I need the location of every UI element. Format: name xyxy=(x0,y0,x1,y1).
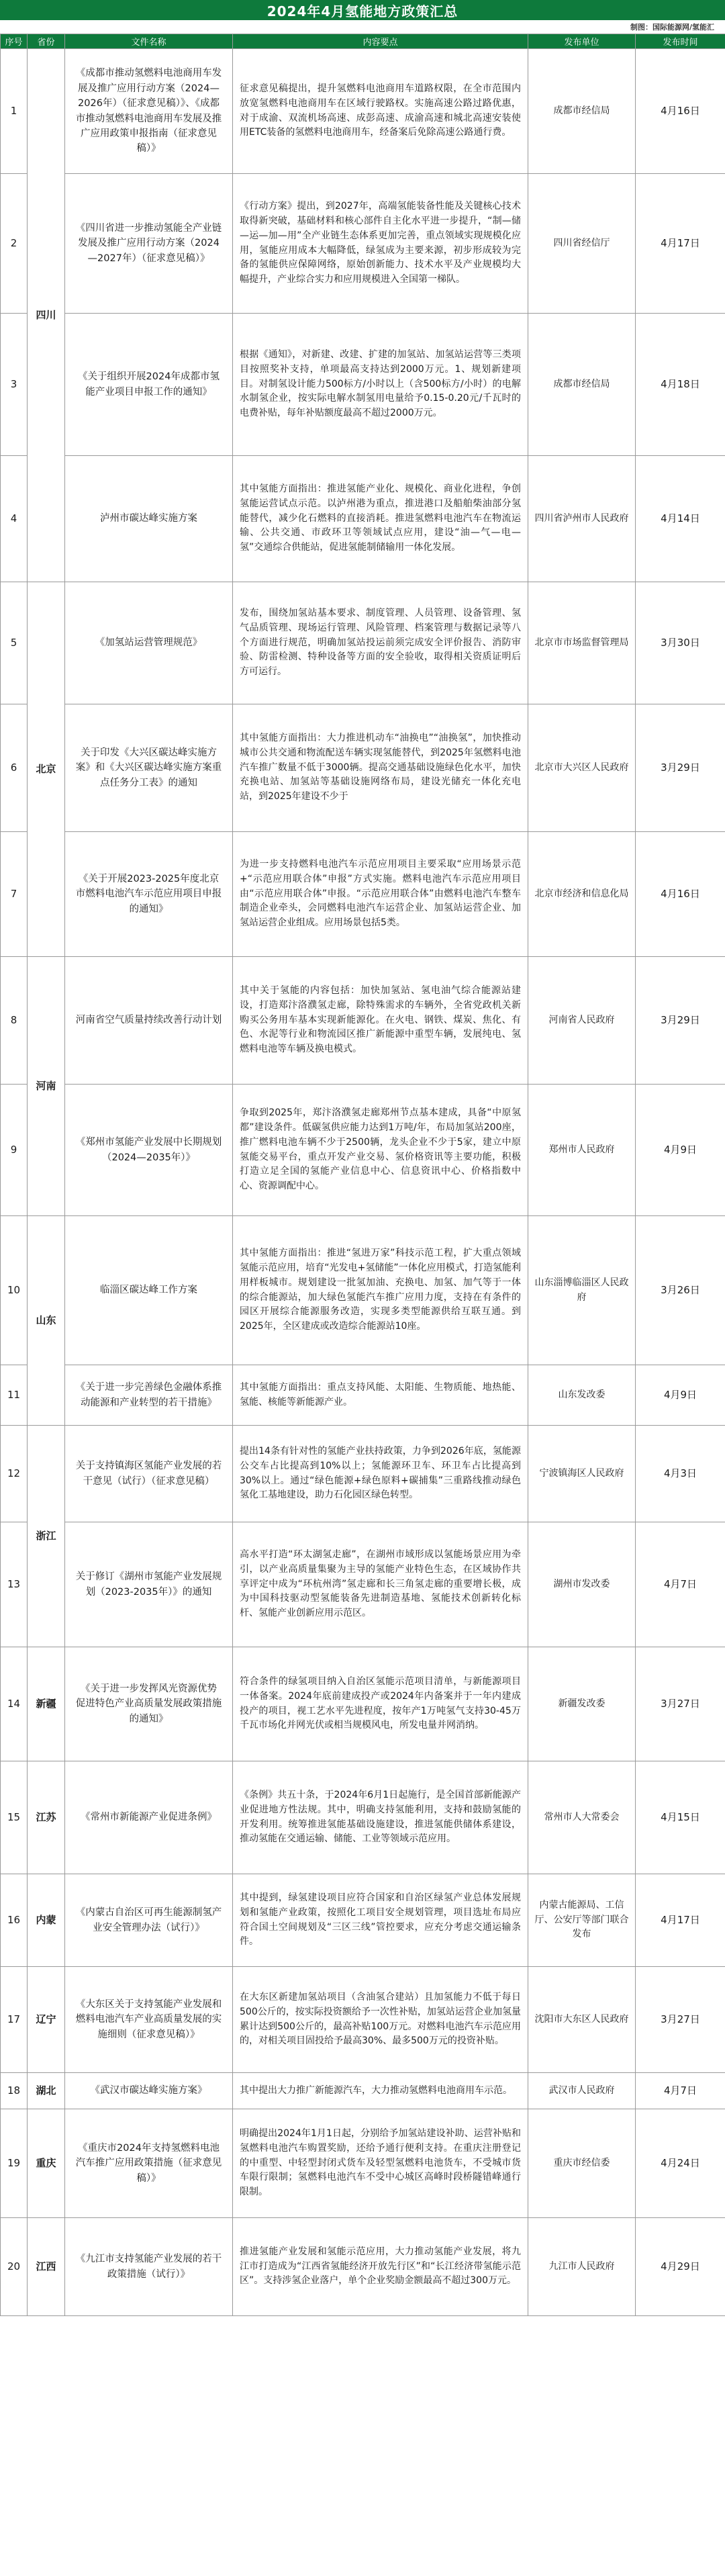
issuer: 常州市人大常委会 xyxy=(528,1761,636,1874)
row-index: 16 xyxy=(1,1874,28,1967)
row-index: 3 xyxy=(1,314,28,456)
table-row xyxy=(1,582,725,704)
content-summary: 《条例》共五十条，于2024年6月1日起施行，是全国首部新能源产业促进地方性法规。其中，明确支持氢能利用，支持和鼓励氢能的开发利用。统筹推进氢能基础设施建设，推进氢能供储体系建设，推动氢能在交通运输、储能、工业等领域示范应用。 xyxy=(233,1761,528,1874)
publish-date: 4月3日 xyxy=(636,1426,725,1522)
policy-table xyxy=(0,34,725,2316)
document-title: 《关于进一步完善绿色金融体系推动能源和产业转型的若干措施》 xyxy=(65,1365,233,1426)
document-title: 《关于组织开展2024年成都市氢能产业项目申报工作的通知》 xyxy=(65,314,233,456)
province-cell: 江西 xyxy=(28,2218,65,2316)
content-summary: 争取到2025年，郑汴洛濮氢走廊郑州节点基本建成，具备“中原氢都”建设条件。低碳氢供应能力达到1万吨/年，布局加氢站200座，推广燃料电池车辆不少于2500辆，龙头企业不少于5家，建立中原氢能交易平台，重点开发产业交易、氢价格资讯等主要功能，积极打造立足全国的氢能产业信息中心、信息资讯中心、价格指数中心、资源调配中心。 xyxy=(233,1085,528,1216)
document-title: 临淄区碳达峰工作方案 xyxy=(65,1216,233,1365)
document-title: 《重庆市2024年支持氢燃料电池汽车推广应用政策措施（征求意见稿）》 xyxy=(65,2109,233,2218)
publish-date: 3月27日 xyxy=(636,1967,725,2073)
row-index: 20 xyxy=(1,2218,28,2316)
table-row xyxy=(1,1365,725,1426)
content-summary: 其中氢能方面指出：推进“氢进万家”科技示范工程，扩大重点领域氢能示范应用，培育“光发电+氢储能”一体化应用模式，打造氢能利用样板城市。规划建设一批氢加油、充换电、加氢、加气等于一体的综合能源站，加大绿色氢能汽车推广应用力度，支持在有条件的园区开展综合能源服务改造，实现多类型能源供给互联互通。到2025年，全区建成或改造综合能源站10座。 xyxy=(233,1216,528,1365)
content-summary: 其中提到，绿氢建设项目应符合国家和自治区绿氢产业总体发展规划和氢能产业政策，按照化工项目安全规划管理，项目选址布局应符合国土空间规划及“三区三线”管控要求，应充分考虑交通运输条件。 xyxy=(233,1874,528,1967)
col-header-document: 文件名称 xyxy=(65,34,233,49)
content-summary: 符合条件的绿氢项目纳入自治区氢能示范项目清单，与新能源项目一体备案。2024年底前建成投产或2024年内备案并于一年内建成投产的项目，视工艺水平先进程度，按年产1万吨氢气支持30-45万千瓦市场化并网光伏或相当规模风电，所发电量并网消纳。 xyxy=(233,1647,528,1761)
document-title: 《郑州市氢能产业发展中长期规划（2024—2035年）》 xyxy=(65,1085,233,1216)
issuer: 内蒙古能源局、工信厅、公安厅等部门联合发布 xyxy=(528,1874,636,1967)
document-title: 关于印发《大兴区碳达峰实施方案》和《大兴区碳达峰实施方案重点任务分工表》的通知 xyxy=(65,704,233,832)
province-cell: 河南 xyxy=(28,957,65,1216)
issuer: 北京市经济和信息化局 xyxy=(528,832,636,957)
issuer: 山东发改委 xyxy=(528,1365,636,1426)
table-row xyxy=(1,314,725,456)
row-index: 2 xyxy=(1,174,28,314)
publish-date: 4月7日 xyxy=(636,2073,725,2109)
content-summary: 为进一步支持燃料电池汽车示范应用项目主要采取“应用场景示范+“示范应用联合体”申报”方式实施。燃料电池汽车示范应用项目由“示范应用联合体”申报。“示范应用联合体”由燃料电池汽车整车制造企业牵头，会同燃料电池汽车运营企业、加氢站运营企业、加氢站运营企业组成。应用场景包括5类。 xyxy=(233,832,528,957)
province-cell: 北京 xyxy=(28,582,65,957)
province-cell: 内蒙 xyxy=(28,1874,65,1967)
row-index: 17 xyxy=(1,1967,28,2073)
province-cell: 山东 xyxy=(28,1216,65,1426)
content-summary: 在大东区新建加氢站项目（含油氢合建站）且加氢能力不低于每日500公斤的，按实际投资额给予一次性补贴，加氢站运营企业加氢量累计达到500公斤的，最高补贴100万元。对燃料电池汽车示范应用的，对相关项目固投给予最高30%、最多500万元的投资补贴。 xyxy=(233,1967,528,2073)
document-title: 《常州市新能源产业促进条例》 xyxy=(65,1761,233,1874)
publish-date: 4月17日 xyxy=(636,174,725,314)
issuer: 成都市经信局 xyxy=(528,49,636,174)
issuer: 四川省经信厅 xyxy=(528,174,636,314)
province-cell: 四川 xyxy=(28,49,65,582)
table-row xyxy=(1,49,725,174)
issuer: 北京市市场监督管理局 xyxy=(528,582,636,704)
issuer: 四川省泸州市人民政府 xyxy=(528,456,636,582)
row-index: 13 xyxy=(1,1522,28,1647)
publish-date: 4月9日 xyxy=(636,1365,725,1426)
table-header xyxy=(1,34,725,49)
row-index: 18 xyxy=(1,2073,28,2109)
publish-date: 4月9日 xyxy=(636,1085,725,1216)
content-summary: 根据《通知》，对新建、改建、扩建的加氢站、加氢站运营等三类项目按照奖补支持，单项最高支持达到2000万元。1、规划新建项目。对制氢设计能力500标方/小时以上（含500标方/小时）的电解水制氢企业，按实际电解水制氢用电量给予0.15-0.20元/千瓦时的电费补贴，每年补贴额度最高不超过2000万元。 xyxy=(233,314,528,456)
document-title: 《四川省进一步推动氢能全产业链发展及推广应用行动方案（2024—2027年）（征求意见稿）》 xyxy=(65,174,233,314)
row-index: 8 xyxy=(1,957,28,1085)
issuer: 重庆市经信委 xyxy=(528,2109,636,2218)
document-title: 泸州市碳达峰实施方案 xyxy=(65,456,233,582)
row-index: 15 xyxy=(1,1761,28,1874)
content-summary: 高水平打造“环太湖氢走廊”，在湖州市域形成以氢能场景应用为牵引，以产业高质量集聚为主导的氢能产业特色生态，在区域协作共享评定中成为“环杭州湾”氢走廊和长三角氢走廊的重要增长极，成为中国科技驱动型氢能装备先进制造基地、氢能技术创新转化标杆、氢能产业创新应用示范区。 xyxy=(233,1522,528,1647)
content-summary: 推进氢能产业发展和氢能示范应用，大力推动氢能产业发展，将九江市打造成为“江西省氢能经济开放先行区”和“长江经济带氢能示范区”。支持涉氢企业落户，单个企业奖励金额最高不超过300万元。 xyxy=(233,2218,528,2316)
row-index: 19 xyxy=(1,2109,28,2218)
document-title: 《九江市支持氢能产业发展的若干政策措施（试行）》 xyxy=(65,2218,233,2316)
document-title: 关于修订《湖州市氢能产业发展规划（2023-2035年）》的通知 xyxy=(65,1522,233,1647)
table-row xyxy=(1,704,725,832)
table-row xyxy=(1,832,725,957)
table-row xyxy=(1,1647,725,1761)
row-index: 1 xyxy=(1,49,28,174)
table-row xyxy=(1,1216,725,1365)
row-index: 4 xyxy=(1,456,28,582)
table-row xyxy=(1,174,725,314)
source-credit: 制图：国际能源网/氢能汇 xyxy=(630,23,714,32)
table-row xyxy=(1,1874,725,1967)
col-header-content: 内容要点 xyxy=(233,34,528,49)
row-index: 7 xyxy=(1,832,28,957)
col-header-issuer: 发布单位 xyxy=(528,34,636,49)
content-summary: 明确提出2024年1月1日起，分别给予加氢站建设补助、运营补贴和氢燃料电池汽车购置奖励，还给予通行便利支持。在重庆注册登记的中重型、中轻型封闭式货车及轻型氢燃料电池货车，不受城市货车限行限制；氢燃料电池汽车不受中心城区高峰时段桥隧错峰通行限制。 xyxy=(233,2109,528,2218)
issuer: 北京市大兴区人民政府 xyxy=(528,704,636,832)
table-row xyxy=(1,1522,725,1647)
document-title: 《关于开展2023-2025年度北京市燃料电池汽车示范应用项目申报的通知》 xyxy=(65,832,233,957)
content-summary: 其中提出大力推广新能源汽车，大力推动氢燃料电池商用车示范。 xyxy=(233,2073,528,2109)
issuer: 沈阳市大东区人民政府 xyxy=(528,1967,636,2073)
content-summary: 其中氢能方面指出：重点支持风能、太阳能、生物质能、地热能、氢能、核能等新能源产业。 xyxy=(233,1365,528,1426)
issuer: 湖州市发改委 xyxy=(528,1522,636,1647)
publish-date: 4月24日 xyxy=(636,2109,725,2218)
document-title: 关于支持镇海区氢能产业发展的若干意见（试行）（征求意见稿） xyxy=(65,1426,233,1522)
document-title: 《武汉市碳达峰实施方案》 xyxy=(65,2073,233,2109)
document-title: 《内蒙古自治区可再生能源制氢产业安全管理办法（试行）》 xyxy=(65,1874,233,1967)
row-index: 10 xyxy=(1,1216,28,1365)
publish-date: 4月16日 xyxy=(636,832,725,957)
content-summary: 发布，围绕加氢站基本要求、制度管理、人员管理、设备管理、氢气品质管理、现场运行管理、风险管理、档案管理与数据记录等八个方面进行规范，明确加氢站投运前须完成安全评价报告、消防审验、防雷检测、特种设备等方面的安全验收，取得相关资质证明后方可运行。 xyxy=(233,582,528,704)
document-title: 河南省空气质量持续改善行动计划 xyxy=(65,957,233,1085)
content-summary: 其中氢能方面指出：推进氢能产业化、规模化、商业化进程，争创氢能运营试点示范。以泸州港为重点，推进港口及船舶柴油部分氢能替代，减少化石燃料的直接消耗。推进氢燃料电池汽车在物流运输、公共交通、市政环卫等领域试点应用，建设“油—气—电—氢”交通综合供能站，促进氢能制储输用一体化发展。 xyxy=(233,456,528,582)
content-summary: 《行动方案》提出，到2027年，高端氢能装备性能及关键核心技术取得新突破，基础材料和核心部件自主化水平进一步提升，“制—储—运—加—用”全产业链生态体系更加完善，重点领域实现规模化应用，氢能应用成本大幅降低，绿氢成为主要来源，初步形成较为完备的氢能供应保障网络，原始创新能力、技术水平及产业规模均大幅提升，产业综合实力和应用规模进入全国第一梯队。 xyxy=(233,174,528,314)
table-row xyxy=(1,2109,725,2218)
col-header-date: 发布时间 xyxy=(636,34,725,49)
row-index: 5 xyxy=(1,582,28,704)
publish-date: 4月17日 xyxy=(636,1874,725,1967)
province-cell: 新疆 xyxy=(28,1647,65,1761)
publish-date: 4月18日 xyxy=(636,314,725,456)
publish-date: 4月29日 xyxy=(636,2218,725,2316)
province-cell: 浙江 xyxy=(28,1426,65,1647)
document-title: 《大东区关于支持氢能产业发展和燃料电池汽车产业高质量发展的实施细则（征求意见稿）》 xyxy=(65,1967,233,2073)
issuer: 成都市经信局 xyxy=(528,314,636,456)
document-title: 《加氢站运营管理规范》 xyxy=(65,582,233,704)
issuer: 九江市人民政府 xyxy=(528,2218,636,2316)
table-row xyxy=(1,456,725,582)
table-row xyxy=(1,957,725,1085)
publish-date: 4月7日 xyxy=(636,1522,725,1647)
content-summary: 征求意见稿提出，提升氢燃料电池商用车道路权限，在全市范围内放宽氢燃料电池商用车在区域行驶路权。实施高速公路过路优惠，对于成渝、双流机场高速、成彭高速、成渝高速和城北高速安装使用ETC装备的氢燃料电池商用车，经备案后免除高速公路通行费。 xyxy=(233,49,528,174)
publish-date: 3月29日 xyxy=(636,957,725,1085)
row-index: 6 xyxy=(1,704,28,832)
content-summary: 其中氢能方面指出：大力推进机动车“油换电”“油换氢”，加快推动城市公共交通和物流配送车辆实现氢能替代，到2025年氢燃料电池汽车推广数量不低于3000辆。提高交通基础设施绿色化水平，加快充换电站、加氢站等基础设施网络布局，建设光储充一体化充电站，到2025年建设不少于 xyxy=(233,704,528,832)
row-index: 9 xyxy=(1,1085,28,1216)
issuer: 武汉市人民政府 xyxy=(528,2073,636,2109)
table-row xyxy=(1,2073,725,2109)
publish-date: 3月26日 xyxy=(636,1216,725,1365)
table-row xyxy=(1,1426,725,1522)
issuer: 新疆发改委 xyxy=(528,1647,636,1761)
document-title: 《关于进一步发挥风光资源优势 促进特色产业高质量发展政策措施的通知》 xyxy=(65,1647,233,1761)
row-index: 14 xyxy=(1,1647,28,1761)
table-row xyxy=(1,1967,725,2073)
col-header-index: 序号 xyxy=(1,34,28,49)
document-title: 《成都市推动氢燃料电池商用车发展及推广应用行动方案（2024—2026年）（征求意见稿）》、《成都市推动氢燃料电池商用车发展及推广应用政策申报指南（征求意见稿）》 xyxy=(65,49,233,174)
publish-date: 3月30日 xyxy=(636,582,725,704)
publish-date: 3月27日 xyxy=(636,1647,725,1761)
issuer: 河南省人民政府 xyxy=(528,957,636,1085)
table-row xyxy=(1,2218,725,2316)
row-index: 12 xyxy=(1,1426,28,1522)
content-summary: 其中关于氢能的内容包括：加快加氢站、氢电油气综合能源站建设，打造郑汴洛濮氢走廊，除特殊需求的车辆外，全省党政机关新购买公务用车基本实现新能源化。在火电、钢铁、煤炭、焦化、有色、水泥等行业和物流园区推广新能源中重型车辆，发展纯电、氢燃料电池等车辆及换电模式。 xyxy=(233,957,528,1085)
province-cell: 湖北 xyxy=(28,2073,65,2109)
province-cell: 重庆 xyxy=(28,2109,65,2218)
content-summary: 提出14条有针对性的氢能产业扶持政策，力争到2026年底，氢能源公交车占比提高到10%以上；氢能源环卫车、环卫车占比提高到30%以上。通过“绿色能源+绿色原料+碳捕集”三重路线推动绿色氢化工基地建设，助力石化园区绿色转型。 xyxy=(233,1426,528,1522)
publish-date: 4月14日 xyxy=(636,456,725,582)
table-row xyxy=(1,1085,725,1216)
publish-date: 4月15日 xyxy=(636,1761,725,1874)
issuer: 郑州市人民政府 xyxy=(528,1085,636,1216)
province-cell: 辽宁 xyxy=(28,1967,65,2073)
col-header-province: 省份 xyxy=(28,34,65,49)
table-row xyxy=(1,1761,725,1874)
issuer: 宁波镇海区人民政府 xyxy=(528,1426,636,1522)
publish-date: 4月16日 xyxy=(636,49,725,174)
row-index: 11 xyxy=(1,1365,28,1426)
publish-date: 3月29日 xyxy=(636,704,725,832)
table-title: 2024年4月氢能地方政策汇总 xyxy=(0,0,725,20)
issuer: 山东淄博临淄区人民政府 xyxy=(528,1216,636,1365)
province-cell: 江苏 xyxy=(28,1761,65,1874)
